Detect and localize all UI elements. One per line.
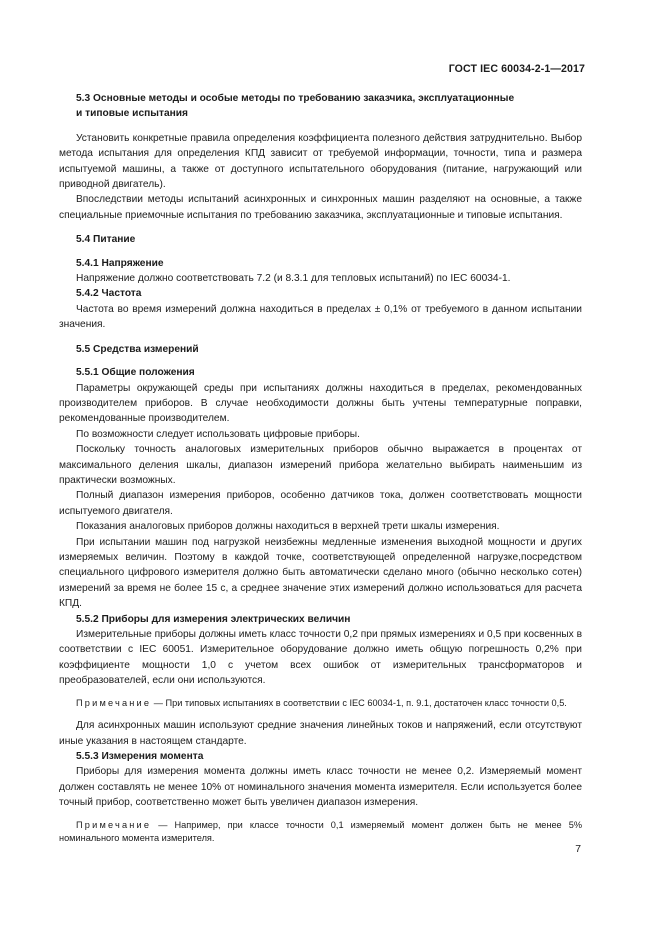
section-5-5-3-title: 5.5.3 Измерения момента	[76, 751, 204, 763]
paragraph: При испытании машин под нагрузкой неизбежны медленные изменения выходной мощности и других измеряемых величин. Поэтому в каждой точке, соответствующей определенной нагрузке,посредством специального цифрового измерителя должно быть автоматически сделано много (обычно несколько сотен) измерений за время не более 15 с, а среднее значение этих измерений должно использоваться для расчета КПД.	[59, 536, 582, 610]
section-5-5-title: 5.5 Средства измерений	[76, 343, 199, 355]
note-text: — Например, при классе точности 0,1 измеряемый момент должен быть не менее 5% номинального момента измерителя.	[59, 819, 582, 844]
paragraph: Полный диапазон измерения приборов, особенно датчиков тока, должен соответствовать мощности испытуемого двигателя.	[59, 490, 582, 517]
note-label: Примечание	[76, 697, 152, 708]
page-number: 7	[575, 844, 581, 855]
page-content	[59, 91, 582, 846]
section-5-5-2-title: 5.5.2 Приборы для измерения электрических величин	[76, 613, 351, 625]
paragraph: Приборы для измерения момента должны иметь класс точности не менее 0,2. Измеряемый момент должен составлять не менее 10% от номинального значения момента измерителя. Если используется более точный прибор, соответственно может быть увеличен диапазон измерения.	[59, 766, 582, 809]
paragraph: Поскольку точность аналоговых измерительных приборов обычно выражается в процентах от максимального деления шкалы, диапазон измерений прибора желательно выбирать наименьшим из практически возможных.	[59, 444, 582, 486]
section-5-4-title: 5.4 Питание	[76, 234, 136, 246]
document-code-header: ГОСТ IEC 60034-2-1—2017	[448, 63, 585, 75]
paragraph: Частота во время измерений должна находиться в пределах ± 0,1% от требуемого в данном испытании значения.	[59, 303, 582, 331]
section-5-5-1-title: 5.5.1 Общие положения	[76, 367, 195, 379]
paragraph: Для асинхронных машин используют средние значения линейных токов и напряжений, если отсутствуют иные указания в настоящем стандарте.	[59, 720, 582, 747]
paragraph: Показания аналоговых приборов должны находиться в верхней трети шкалы измерения.	[76, 521, 500, 533]
section-5-3-title-line2: и типовые испытания	[76, 108, 188, 120]
paragraph: Параметры окружающей среды при испытаниях должны находиться в пределах, рекомендованных производителем приборов. В случае необходимости должны быть учтены температурные поправки, рекомендованные производителем.	[59, 382, 582, 425]
paragraph: Напряжение должно соответствовать 7.2 (и 8.3.1 для тепловых испытаний) по IEC 60034-1.	[76, 273, 511, 285]
paragraph: Измерительные приборы должны иметь класс точности 0,2 при прямых измерениях и 0,5 при косвенных в соответствии с IEC 60051. Измерительное оборудование должно иметь общую погрешность 0,2% при коэффициенте мощности 1,0 с учетом всех ошибок от измерительных трансформаторов и преобразователей, если они используются.	[59, 629, 582, 687]
section-5-4-2-title: 5.4.2 Частота	[76, 288, 142, 300]
note	[59, 697, 582, 711]
note-text: — При типовых испытаниях в соответствии с IEC 60034-1, п. 9.1, достаточен класс точности 0,5.	[151, 697, 567, 708]
paragraph: Установить конкретные правила определения коэффициента полезного действия затруднительно. Выбор метода испытания для определения КПД зависит от требуемой информации, точности, типа и размера испытуемой машины, а также от доступного испытательного оборудования (питание, нагружающий или приводной двигатель).	[59, 132, 582, 191]
section-5-3-title-line1: 5.3 Основные методы и особые методы по требованию заказчика, эксплуатационные	[76, 93, 515, 104]
paragraph: По возможности следует использовать цифровые приборы.	[76, 428, 360, 440]
section-5-4-1-title: 5.4.1 Напряжение	[76, 257, 164, 269]
note-label: Примечание	[76, 819, 152, 830]
paragraph: Впоследствии методы испытаний асинхронных и синхронных машин разделяют на основные, а также специальные приемочные испытания по требованию заказчика, эксплуатационные и типовые испытания.	[59, 194, 582, 221]
note	[59, 819, 582, 846]
